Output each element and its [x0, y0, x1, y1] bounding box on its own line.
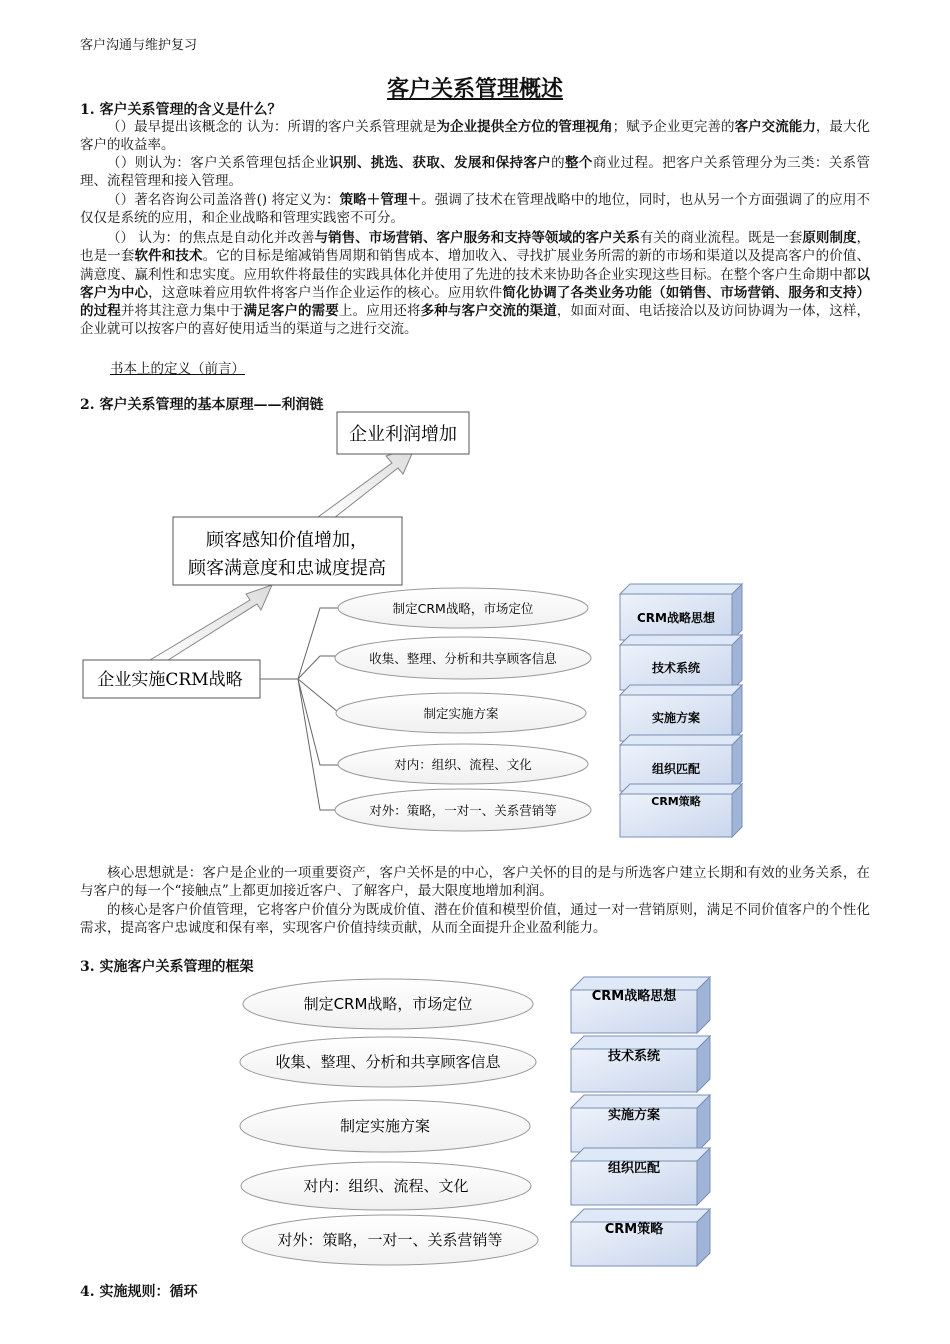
- crm-framework-diagram: [0, 970, 950, 1270]
- crm-block-label: 技术系统: [607, 1049, 661, 1064]
- crm-block: [571, 1036, 710, 1092]
- text-run: （）著名咨询公司盖洛普() 将定义为：: [107, 192, 340, 208]
- text-run: 的: [551, 155, 566, 171]
- crm-block-label: 技术系统: [651, 661, 701, 675]
- running-header: 客户沟通与维护复习: [80, 38, 198, 53]
- bold-run: 多种与客户交流的渠道: [420, 303, 557, 320]
- crm-block: [620, 784, 742, 837]
- ellipse-label: 收集、整理、分析和共享顾客信息: [275, 1053, 501, 1071]
- crm-block: [571, 1148, 710, 1205]
- paragraph-1-3: [80, 191, 870, 228]
- ellipse-label: 收集、整理、分析和共享顾客信息: [369, 651, 557, 666]
- bold-run: 简化协调了各类业务功能（如销售、市场营销、服务和支持）的过程: [80, 284, 871, 320]
- text-run: （） 认为：的焦点是自动化并改善: [107, 230, 315, 246]
- ellipse-label: 对内：组织、流程、文化: [394, 757, 532, 772]
- paragraph-1-4: [80, 229, 870, 339]
- section-3-heading: 3. 实施客户关系管理的框架: [80, 959, 254, 975]
- customer-value-line-2: 顾客满意度和忠诚度提高: [188, 558, 386, 579]
- paragraph-2-1: 核心思想就是：客户是企业的一项重要资产，客户关怀是的中心，客户关怀的目的是与所选客户建立长期和有效的业务关系，在与客户的每一个“接触点”上都更加接近客户、了解客户，最大限度地增加利润。: [80, 865, 870, 900]
- section-2-heading: 2. 客户关系管理的基本原理——利润链: [80, 397, 324, 413]
- arrow-crm-to-value: [150, 585, 272, 662]
- ellipse-label: 制定CRM战略，市场定位: [392, 601, 534, 616]
- paragraph-2-2: 的核心是客户价值管理，它将客户价值分为既成价值、潜在价值和模型价值，通过一对一营销原则，满足不同价值客户的个性化需求，提高客户忠诚度和保有率，实现客户价值持续贡献，从而全面提升企业盈利能力。: [80, 902, 870, 937]
- bold-run: 整个: [565, 155, 593, 171]
- profit-box-label: 企业利润增加: [349, 424, 457, 445]
- bold-run: 为企业提供全方位的管理视角: [436, 119, 613, 135]
- text-run: （）则认为：客户关系管理包括企业: [107, 155, 330, 171]
- paragraph-1-2: [80, 154, 870, 191]
- paragraph-1-1: [80, 118, 870, 155]
- crm-block: [620, 685, 742, 741]
- bold-run: 策略＋管理＋: [339, 192, 422, 208]
- bold-run: 原则制度: [802, 230, 857, 246]
- ellipse-label: 制定CRM战略，市场定位: [303, 995, 473, 1013]
- text-run: 并将其注意力集中于: [120, 303, 244, 320]
- crm-block-label: 组织匹配: [607, 1161, 661, 1176]
- text-run: 。强调了技术在管理战略中的地位，同时，也从另一个方面强调了的应用不仅仅是系统的应用，和企业战略和管理实践密不可分。: [80, 192, 871, 227]
- text-run: 有关的商业流程。既是一套: [639, 230, 803, 246]
- crm-block: [620, 635, 742, 690]
- bold-run: 以客户为中心: [80, 266, 870, 301]
- text-run: （）最早提出该概念的 认为：所谓的客户关系管理就是: [107, 119, 437, 135]
- crm-block: [620, 735, 742, 791]
- crm-block-label: CRM策略: [604, 1222, 664, 1237]
- crm-block: [571, 1095, 710, 1152]
- customer-value-line-1: 顾客感知价值增加，: [206, 530, 368, 551]
- crm-strategy-box-label: 企业实施CRM战略: [97, 670, 243, 690]
- crm-block: [571, 1209, 710, 1266]
- text-run: ，最大化客户的收益率。: [80, 119, 871, 154]
- text-run: ，这意味着应用软件将客户当作企业运作的核心。应用软件: [148, 284, 503, 301]
- arrow-value-to-profit: [318, 447, 415, 518]
- text-run: 。它的目标是缩减销售周期和销售成本、增加收入、寻找扩展业务所需的新的市场和渠道以及提高客户的价值、满意度、赢利性和忠实度。应用软件将最佳的实践具体化并使用了先进的技术来协助各企业实现这些目标。在整个客户生命期中都: [80, 248, 871, 283]
- text-run: 上。应用还将: [338, 303, 421, 320]
- ellipse-label: 制定实施方案: [339, 1117, 431, 1135]
- crm-block: [620, 584, 742, 640]
- bold-run: 与销售、市场营销、客户服务和支持等领域的客户关系: [314, 230, 640, 246]
- crm-block-label: 组织匹配: [651, 762, 701, 776]
- text-run: ，如面对面、电话接洽以及访问协调为一体，这样，企业就可以按客户的喜好使用适当的渠道与之进行交流。: [80, 303, 871, 338]
- profit-chain-diagram: [0, 400, 950, 850]
- brace-connector: [260, 608, 340, 810]
- book-definition-note: 书本上的定义（前言）: [110, 361, 245, 377]
- text-run: ；赋予企业更完善的: [612, 119, 735, 135]
- text-run: ，也是一套: [80, 230, 871, 265]
- ellipse-label: 对内：组织、流程、文化: [303, 1177, 469, 1195]
- text-run: 商业过程。把客户关系管理分为三类：关系管理、流程管理和接入管理。: [80, 155, 871, 190]
- crm-block-label: CRM战略思想: [591, 989, 677, 1004]
- crm-block: [571, 977, 710, 1033]
- ellipse-label: 对外：策略，一对一、关系营销等: [369, 803, 557, 818]
- bold-run: 识别、挑选、获取、发展和保持客户: [329, 155, 552, 171]
- ellipse-label: 制定实施方案: [423, 706, 499, 721]
- bold-run: 客户交流能力: [734, 119, 816, 135]
- bold-run: 满足客户的需要: [243, 303, 339, 320]
- section-1-heading: 1. 客户关系管理的含义是什么？: [80, 102, 282, 118]
- bold-run: 软件和技术: [134, 248, 203, 265]
- page-title: 客户关系管理概述: [386, 76, 563, 102]
- ellipse-label: 对外：策略，一对一、关系营销等: [277, 1231, 503, 1249]
- section-4-heading: 4. 实施规则：循环: [80, 1284, 198, 1300]
- crm-block-label: 实施方案: [607, 1108, 661, 1123]
- crm-block-label: CRM策略: [651, 795, 701, 808]
- crm-block-label: CRM战略思想: [637, 611, 715, 625]
- crm-block-label: 实施方案: [651, 711, 701, 725]
